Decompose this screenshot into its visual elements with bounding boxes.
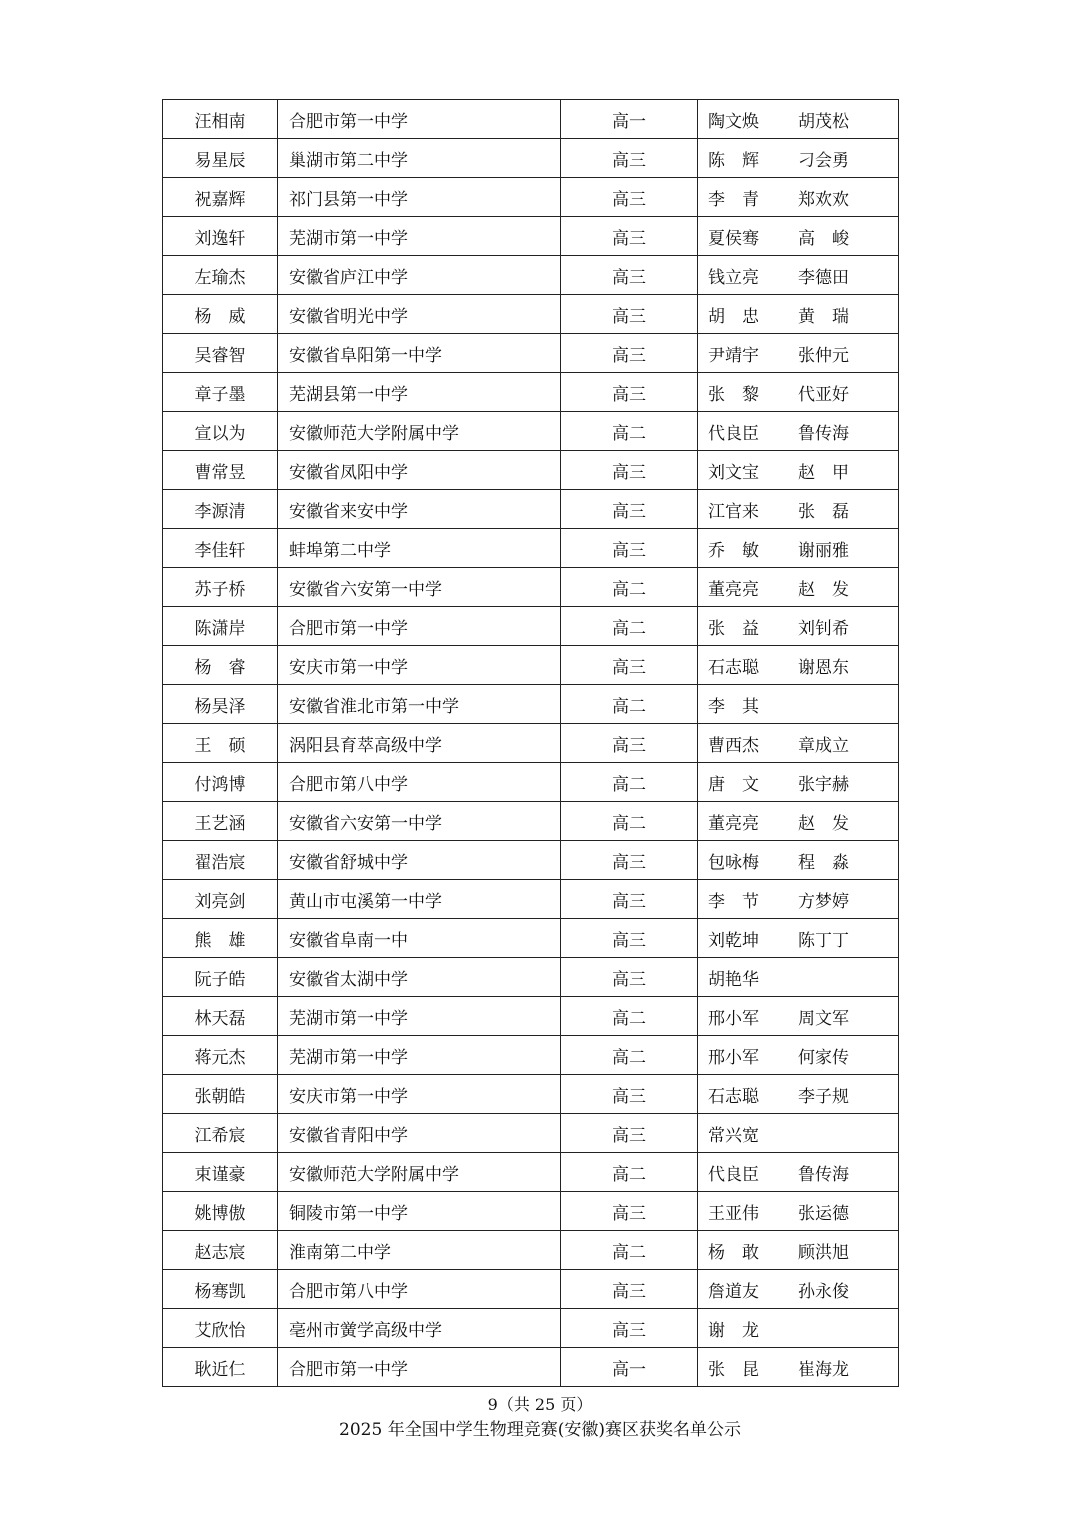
coach-name-2: 崔海龙 <box>798 1359 849 1380</box>
table-body <box>163 100 899 1387</box>
grade: 高三 <box>561 334 698 373</box>
student-name: 蒋元杰 <box>163 1036 278 1075</box>
coach-name-2: 李德田 <box>798 267 849 288</box>
grade: 高三 <box>561 1309 698 1348</box>
coach-name-2: 张运德 <box>798 1203 849 1224</box>
coaches-cell <box>698 1348 899 1387</box>
school-name: 淮南第二中学 <box>278 1231 561 1270</box>
school-name: 安徽省太湖中学 <box>278 958 561 997</box>
coach-name-1: 詹道友 <box>708 1281 759 1302</box>
grade: 高三 <box>561 958 698 997</box>
coaches-cell <box>698 139 899 178</box>
table-row <box>163 217 899 256</box>
coach-name-1: 杨 敢 <box>708 1242 759 1263</box>
school-name: 合肥市第八中学 <box>278 1270 561 1309</box>
coach-name-1: 李 节 <box>708 891 759 912</box>
grade: 高二 <box>561 685 698 724</box>
grade: 高三 <box>561 646 698 685</box>
coach-name-1: 张 益 <box>708 618 759 639</box>
school-name: 芜湖市第一中学 <box>278 997 561 1036</box>
table-row <box>163 646 899 685</box>
grade: 高一 <box>561 1348 698 1387</box>
coach-name-2: 郑欢欢 <box>798 189 849 210</box>
school-name: 安徽省来安中学 <box>278 490 561 529</box>
grade: 高三 <box>561 841 698 880</box>
coaches-cell <box>698 412 899 451</box>
coach-name-2: 胡茂松 <box>798 111 849 132</box>
grade: 高三 <box>561 373 698 412</box>
school-name: 合肥市第八中学 <box>278 763 561 802</box>
grade: 高二 <box>561 568 698 607</box>
school-name: 合肥市第一中学 <box>278 100 561 139</box>
coaches-cell <box>698 451 899 490</box>
grade: 高二 <box>561 763 698 802</box>
coach-name-2: 高 峻 <box>798 228 849 249</box>
school-name: 合肥市第一中学 <box>278 607 561 646</box>
coaches-cell <box>698 880 899 919</box>
grade: 高三 <box>561 919 698 958</box>
table-row <box>163 178 899 217</box>
student-name: 刘亮剑 <box>163 880 278 919</box>
coach-name-1: 石志聪 <box>708 657 759 678</box>
student-name: 杨骞凯 <box>163 1270 278 1309</box>
coaches-cell <box>698 256 899 295</box>
student-name: 张朝皓 <box>163 1075 278 1114</box>
table-row <box>163 1192 899 1231</box>
school-name: 祁门县第一中学 <box>278 178 561 217</box>
school-name: 亳州市黉学高级中学 <box>278 1309 561 1348</box>
table-row <box>163 724 899 763</box>
table-row <box>163 295 899 334</box>
table-row <box>163 1075 899 1114</box>
coaches-cell <box>698 841 899 880</box>
coach-name-1: 王亚伟 <box>708 1203 759 1224</box>
grade: 高三 <box>561 1114 698 1153</box>
grade: 高二 <box>561 412 698 451</box>
table-row <box>163 841 899 880</box>
grade: 高三 <box>561 724 698 763</box>
table-row <box>163 139 899 178</box>
table-row <box>163 568 899 607</box>
coaches-cell <box>698 724 899 763</box>
student-name: 杨 威 <box>163 295 278 334</box>
coach-name-1: 谢 龙 <box>708 1320 759 1341</box>
school-name: 安徽省青阳中学 <box>278 1114 561 1153</box>
coach-name-1: 陈 辉 <box>708 150 759 171</box>
coach-name-1: 江官来 <box>708 501 759 522</box>
table-row <box>163 997 899 1036</box>
school-name: 合肥市第一中学 <box>278 1348 561 1387</box>
grade: 高三 <box>561 451 698 490</box>
school-name: 安庆市第一中学 <box>278 646 561 685</box>
awards-table <box>162 99 899 1387</box>
coaches-cell <box>698 334 899 373</box>
coaches-cell <box>698 919 899 958</box>
coach-name-2: 方梦婷 <box>798 891 849 912</box>
coach-name-1: 胡 忠 <box>708 306 759 327</box>
table-row <box>163 451 899 490</box>
table-row <box>163 763 899 802</box>
grade: 高二 <box>561 1036 698 1075</box>
grade: 高一 <box>561 100 698 139</box>
coaches-cell <box>698 1192 899 1231</box>
coach-name-1: 刘乾坤 <box>708 930 759 951</box>
grade: 高三 <box>561 529 698 568</box>
student-name: 杨昊泽 <box>163 685 278 724</box>
student-name: 熊 雄 <box>163 919 278 958</box>
school-name: 芜湖县第一中学 <box>278 373 561 412</box>
coach-name-1: 曹西杰 <box>708 735 759 756</box>
student-name: 曹常昱 <box>163 451 278 490</box>
school-name: 安徽师范大学附属中学 <box>278 412 561 451</box>
coaches-cell <box>698 529 899 568</box>
coach-name-2: 鲁传海 <box>798 423 849 444</box>
student-name: 吴睿智 <box>163 334 278 373</box>
student-name: 付鸿博 <box>163 763 278 802</box>
student-name: 翟浩宸 <box>163 841 278 880</box>
student-name: 阮子皓 <box>163 958 278 997</box>
coach-name-1: 代良臣 <box>708 1164 759 1185</box>
coach-name-1: 张 黎 <box>708 384 759 405</box>
student-name: 艾欣怡 <box>163 1309 278 1348</box>
grade: 高三 <box>561 139 698 178</box>
coaches-cell <box>698 373 899 412</box>
coach-name-2: 赵 发 <box>798 579 849 600</box>
coaches-cell <box>698 763 899 802</box>
coaches-cell <box>698 568 899 607</box>
coach-name-2: 刁会勇 <box>798 150 849 171</box>
school-name: 铜陵市第一中学 <box>278 1192 561 1231</box>
school-name: 安徽省六安第一中学 <box>278 568 561 607</box>
table-row <box>163 1309 899 1348</box>
coaches-cell <box>698 100 899 139</box>
coach-name-2: 陈丁丁 <box>798 930 849 951</box>
student-name: 苏子桥 <box>163 568 278 607</box>
grade: 高三 <box>561 217 698 256</box>
school-name: 安徽省六安第一中学 <box>278 802 561 841</box>
coach-name-2: 代亚好 <box>798 384 849 405</box>
grade: 高三 <box>561 880 698 919</box>
coaches-cell <box>698 958 899 997</box>
coach-name-2: 谢恩东 <box>798 657 849 678</box>
school-name: 安徽省舒城中学 <box>278 841 561 880</box>
document-title: 2025 年全国中学生物理竞赛(安徽)赛区获奖名单公示 <box>339 1420 741 1440</box>
coaches-cell <box>698 490 899 529</box>
school-name: 安徽省阜阳第一中学 <box>278 334 561 373</box>
table-row <box>163 607 899 646</box>
coach-name-1: 代良臣 <box>708 423 759 444</box>
table-row <box>163 1114 899 1153</box>
coach-name-2: 何家传 <box>798 1047 849 1068</box>
coach-name-1: 尹靖宇 <box>708 345 759 366</box>
school-name: 蚌埠第二中学 <box>278 529 561 568</box>
coach-name-1: 董亮亮 <box>708 813 759 834</box>
coach-name-1: 石志聪 <box>708 1086 759 1107</box>
grade: 高三 <box>561 295 698 334</box>
grade: 高二 <box>561 1153 698 1192</box>
table-row <box>163 256 899 295</box>
coach-name-1: 邢小军 <box>708 1008 759 1029</box>
coach-name-2: 程 淼 <box>798 852 849 873</box>
student-name: 江希宸 <box>163 1114 278 1153</box>
table-row <box>163 1036 899 1075</box>
table-row <box>163 529 899 568</box>
coaches-cell <box>698 1036 899 1075</box>
coaches-cell <box>698 1270 899 1309</box>
grade: 高二 <box>561 607 698 646</box>
table-row <box>163 685 899 724</box>
table-row <box>163 1153 899 1192</box>
coach-name-1: 邢小军 <box>708 1047 759 1068</box>
grade: 高二 <box>561 802 698 841</box>
coach-name-2: 黄 瑞 <box>798 306 849 327</box>
school-name: 安徽省凤阳中学 <box>278 451 561 490</box>
coach-name-1: 常兴宽 <box>708 1125 759 1146</box>
school-name: 芜湖市第一中学 <box>278 1036 561 1075</box>
grade: 高三 <box>561 178 698 217</box>
student-name: 宣以为 <box>163 412 278 451</box>
coach-name-1: 唐 文 <box>708 774 759 795</box>
coach-name-2: 章成立 <box>798 735 849 756</box>
coach-name-2: 刘钊希 <box>798 618 849 639</box>
coaches-cell <box>698 178 899 217</box>
coaches-cell <box>698 1309 899 1348</box>
coaches-cell <box>698 607 899 646</box>
school-name: 安徽省庐江中学 <box>278 256 561 295</box>
table-row <box>163 1348 899 1387</box>
school-name: 安徽省淮北市第一中学 <box>278 685 561 724</box>
student-name: 赵志宸 <box>163 1231 278 1270</box>
table-row <box>163 490 899 529</box>
student-name: 姚博傲 <box>163 1192 278 1231</box>
grade: 高二 <box>561 997 698 1036</box>
student-name: 章子墨 <box>163 373 278 412</box>
school-name: 安徽省明光中学 <box>278 295 561 334</box>
student-name: 易星辰 <box>163 139 278 178</box>
coach-name-2: 周文军 <box>798 1008 849 1029</box>
coach-name-2: 鲁传海 <box>798 1164 849 1185</box>
coach-name-1: 胡艳华 <box>708 969 759 990</box>
coaches-cell <box>698 1075 899 1114</box>
student-name: 杨 睿 <box>163 646 278 685</box>
grade: 高三 <box>561 490 698 529</box>
table-row <box>163 334 899 373</box>
student-name: 李佳轩 <box>163 529 278 568</box>
coach-name-2: 张仲元 <box>798 345 849 366</box>
coaches-cell <box>698 997 899 1036</box>
grade: 高三 <box>561 1192 698 1231</box>
coach-name-2: 顾洪旭 <box>798 1242 849 1263</box>
grade: 高三 <box>561 1270 698 1309</box>
table-row <box>163 373 899 412</box>
coaches-cell <box>698 802 899 841</box>
coach-name-2: 张宇赫 <box>798 774 849 795</box>
table-row <box>163 919 899 958</box>
coach-name-1: 陶文焕 <box>708 111 759 132</box>
table-row <box>163 412 899 451</box>
student-name: 刘逸轩 <box>163 217 278 256</box>
table-row <box>163 802 899 841</box>
grade: 高二 <box>561 1231 698 1270</box>
table-row <box>163 1270 899 1309</box>
coach-name-2: 张 磊 <box>798 501 849 522</box>
coaches-cell <box>698 295 899 334</box>
grade: 高三 <box>561 1075 698 1114</box>
coaches-cell <box>698 646 899 685</box>
school-name: 安徽省阜南一中 <box>278 919 561 958</box>
school-name: 巢湖市第二中学 <box>278 139 561 178</box>
coach-name-1: 李 其 <box>708 696 759 717</box>
table-row <box>163 880 899 919</box>
coach-name-2: 赵 甲 <box>798 462 849 483</box>
student-name: 束谨豪 <box>163 1153 278 1192</box>
table-row <box>163 958 899 997</box>
table-row <box>163 100 899 139</box>
student-name: 李源清 <box>163 490 278 529</box>
coach-name-1: 李 青 <box>708 189 759 210</box>
coach-name-1: 乔 敏 <box>708 540 759 561</box>
page-number: 9（共 25 页） <box>487 1395 593 1414</box>
coaches-cell <box>698 1153 899 1192</box>
student-name: 左瑜杰 <box>163 256 278 295</box>
school-name: 黄山市屯溪第一中学 <box>278 880 561 919</box>
coach-name-2: 李子规 <box>798 1086 849 1107</box>
coach-name-2: 孙永俊 <box>798 1281 849 1302</box>
grade: 高三 <box>561 256 698 295</box>
coaches-cell <box>698 1114 899 1153</box>
school-name: 芜湖市第一中学 <box>278 217 561 256</box>
table-row <box>163 1231 899 1270</box>
coach-name-1: 张 昆 <box>708 1359 759 1380</box>
student-name: 王 硕 <box>163 724 278 763</box>
coach-name-2: 谢丽雅 <box>798 540 849 561</box>
coach-name-2: 赵 发 <box>798 813 849 834</box>
coaches-cell <box>698 685 899 724</box>
student-name: 王艺涵 <box>163 802 278 841</box>
student-name: 祝嘉辉 <box>163 178 278 217</box>
coach-name-1: 包咏梅 <box>708 852 759 873</box>
school-name: 安庆市第一中学 <box>278 1075 561 1114</box>
coach-name-1: 董亮亮 <box>708 579 759 600</box>
student-name: 耿近仁 <box>163 1348 278 1387</box>
school-name: 涡阳县育萃高级中学 <box>278 724 561 763</box>
coaches-cell <box>698 217 899 256</box>
coach-name-1: 钱立亮 <box>708 267 759 288</box>
school-name: 安徽师范大学附属中学 <box>278 1153 561 1192</box>
coaches-cell <box>698 1231 899 1270</box>
coach-name-1: 夏侯骞 <box>708 228 759 249</box>
student-name: 汪相南 <box>163 100 278 139</box>
student-name: 陈潇岸 <box>163 607 278 646</box>
coach-name-1: 刘文宝 <box>708 462 759 483</box>
student-name: 林天磊 <box>163 997 278 1036</box>
